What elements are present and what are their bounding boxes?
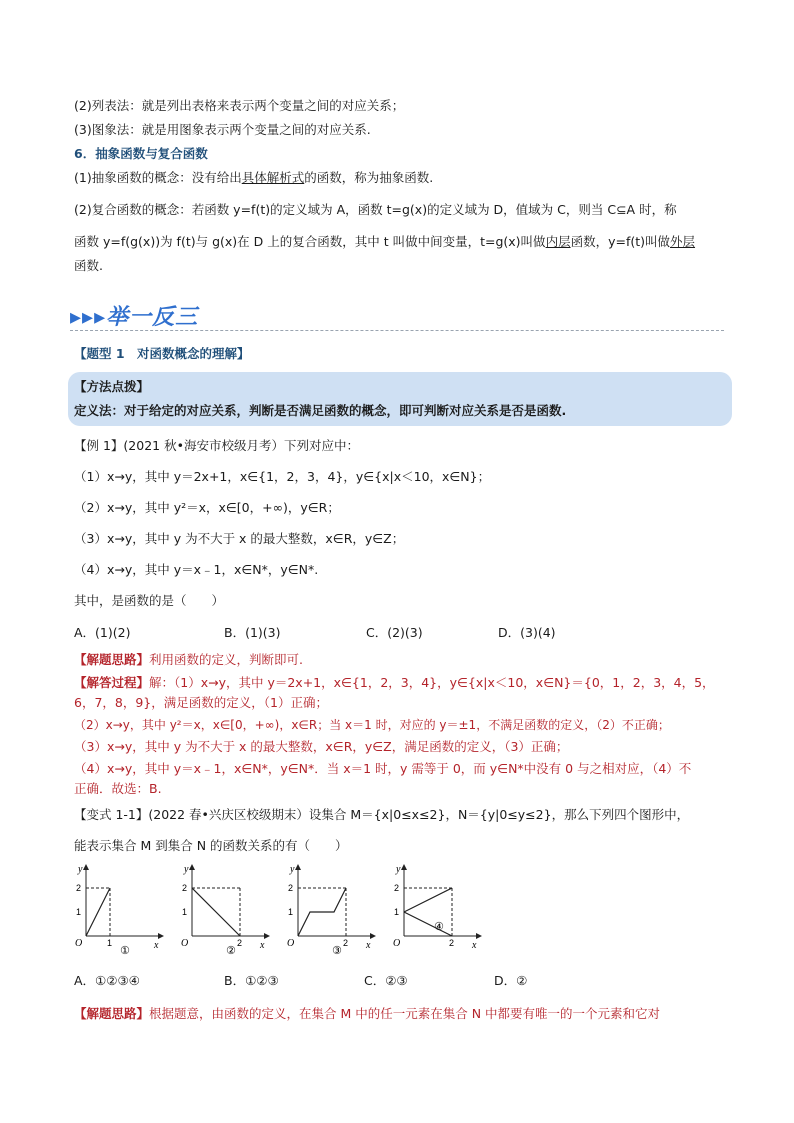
graph-4 (388, 860, 488, 960)
solution1-idea (74, 651, 303, 669)
example1-item-1: （1）x→y，其中 y＝2x+1，x∈{1，2，3，4}，y∈{x|x＜10，x∈N}； (74, 469, 491, 484)
graph-3-origin: O (287, 938, 295, 949)
graph-1-tick-2: 2 (76, 883, 82, 893)
graph-method-text: (3)图象法：就是用图象表示两个变量之间的对应关系. (74, 122, 371, 137)
graph-2-origin: O (181, 938, 189, 949)
abstract-suffix: 的函数，称为抽象函数. (304, 170, 434, 185)
option-a: A．(1)(2) (74, 625, 131, 640)
method-body: 定义法：对于给定的对应关系，判断是否满足函数的概念，即可判断对应关系是否是函数. (74, 403, 567, 418)
composite-definition-line2 (74, 233, 695, 251)
example1-stem: 【例 1】(2021 秋•海安市校级月考）下列对应中： (74, 438, 359, 453)
option-b: B．(1)(3) (224, 625, 281, 640)
variant-option-a: A．①②③④ (74, 973, 140, 988)
banner-divider (70, 330, 724, 331)
type1-heading: 【题型 1 对函数概念的理解】 (74, 346, 250, 361)
graph-1-x-label: x (154, 940, 159, 951)
graph-2-svg (176, 860, 276, 960)
example1-item-3: （3）x→y，其中 y 为不大于 x 的最大整数，x∈R，y∈Z； (74, 531, 405, 546)
graph-2-number: ② (226, 944, 236, 957)
option-d: D．(3)(4) (498, 625, 556, 640)
process-label: 【解答过程】 (74, 675, 150, 690)
idea-label: 【解题思路】 (74, 652, 150, 667)
graph-2 (176, 860, 276, 960)
process-text: 解：（1）x→y，其中 y＝2x+1，x∈{1，2，3，4}，y∈{x|x＜10，x∈N}＝{0，1，2，3，4，5， (149, 675, 715, 690)
graph-3-svg (282, 860, 382, 960)
solution1-line-6: 正确．故选：B. (74, 781, 162, 796)
graph-4-origin: O (393, 938, 401, 949)
graph-1-number: ① (120, 944, 130, 957)
variant-line-1: 【变式 1-1】(2022 春•兴庆区校级期末）设集合 M＝{x|0≤x≤2}，N＝{y|0≤y≤2}，那么下列四个图形中， (74, 807, 690, 822)
option-c: C．(2)(3) (366, 625, 423, 640)
banner-title: ▸▸▸举一反三 (70, 304, 199, 330)
example1-options (74, 624, 556, 642)
method-title: 【方法点拨】 (74, 379, 150, 394)
graph-1-svg (70, 860, 170, 960)
graph-4-number: ④ (434, 920, 444, 933)
solution1-line-5: （4）x→y，其中 y＝x﹣1，x∈N*，y∈N*．当 x＝1 时，y 需等于 0，而 y∈N*中没有 0 与之相对应，（4）不 (74, 761, 692, 776)
graph-3-tick-2: 2 (288, 883, 294, 893)
graph-3-tick-1: 1 (288, 907, 294, 917)
idea-text: 利用函数的定义，判断即可. (149, 652, 303, 667)
variant-option-d: D．② (494, 973, 528, 988)
solution2-idea-label: 【解题思路】 (74, 1006, 150, 1021)
graph-4-x-tick-2: 2 (449, 938, 455, 948)
variant-option-b: B．①②③ (224, 973, 279, 988)
solution1-line-3: （2）x→y，其中 y²＝x，x∈[0，+∞)，x∈R；当 x＝1 时，对应的 y＝±1，不满足函数的定义，（2）不正确； (74, 718, 670, 732)
graph-3 (282, 860, 382, 960)
graph-1-origin: O (75, 938, 83, 949)
graph-4-x-label: x (472, 940, 477, 951)
graph-1 (70, 860, 170, 960)
composite-inner: 内层 (545, 234, 571, 249)
example1-item-4: （4）x→y，其中 y＝x﹣1，x∈N*，y∈N*. (74, 562, 319, 577)
solution2-idea (74, 1005, 660, 1023)
abstract-function-definition (74, 169, 433, 187)
variant-line-2: 能表示集合 M 到集合 N 的函数关系的有（ ） (74, 838, 348, 853)
graph-2-y-label: y (184, 864, 189, 875)
graph-3-y-label: y (290, 864, 295, 875)
composite-part-a: 函数 y=f(g(x))为 f(t)与 g(x)在 D 上的复合函数，其中 t 叫做中间变量，t=g(x)叫做 (74, 234, 546, 249)
composite-definition-line3: 函数. (74, 258, 103, 273)
composite-definition-line1: (2)复合函数的概念：若函数 y=f(t)的定义域为 A，函数 t=g(x)的定义域为 D，值域为 C，则当 C⊆A 时，称 (74, 202, 677, 217)
graph-2-x-tick-2: 2 (237, 938, 243, 948)
graph-4-tick-1: 1 (394, 907, 400, 917)
graph-4-y-label: y (396, 864, 401, 875)
list-method-text: (2)列表法：就是列出表格来表示两个变量之间的对应关系； (74, 98, 405, 113)
graph-3-x-label: x (366, 940, 371, 951)
abstract-prefix: (1)抽象函数的概念：没有给出 (74, 170, 242, 185)
graph-1-y-label: y (78, 864, 83, 875)
graph-1-tick-1: 1 (76, 907, 82, 917)
solution1-line-1 (74, 674, 715, 692)
variant-options (74, 972, 527, 990)
solution1-line-2: 6，7，8，9}，满足函数的定义，（1）正确； (74, 695, 328, 710)
graph-4-tick-2: 2 (394, 883, 400, 893)
composite-part-b: 函数，y=f(t)叫做 (570, 234, 671, 249)
graph-2-x-label: x (260, 940, 265, 951)
section-6-heading: 6．抽象函数与复合函数 (74, 146, 208, 161)
solution1-line-4: （3）x→y，其中 y 为不大于 x 的最大整数，x∈R，y∈Z，满足函数的定义，（3）正确； (74, 739, 569, 754)
graph-2-tick-2: 2 (182, 883, 188, 893)
graph-4-svg (388, 860, 488, 960)
example1-question: 其中，是函数的是（ ） (74, 593, 225, 608)
graph-3-x-tick-2: 2 (343, 938, 349, 948)
section-banner (70, 298, 724, 334)
abstract-underlined: 具体解析式 (241, 170, 305, 185)
solution2-idea-text: 根据题意，由函数的定义，在集合 M 中的任一元素在集合 N 中都要有唯一的一个元素和它对 (149, 1006, 661, 1021)
graph-1-x-tick-1: 1 (107, 938, 113, 948)
composite-outer: 外层 (670, 234, 696, 249)
graph-3-number: ③ (332, 944, 342, 957)
example1-item-2: （2）x→y，其中 y²＝x，x∈[0，+∞)，y∈R； (74, 500, 340, 515)
variant-option-c: C．②③ (364, 973, 408, 988)
graphs-row (70, 860, 490, 960)
graph-2-tick-1: 1 (182, 907, 188, 917)
